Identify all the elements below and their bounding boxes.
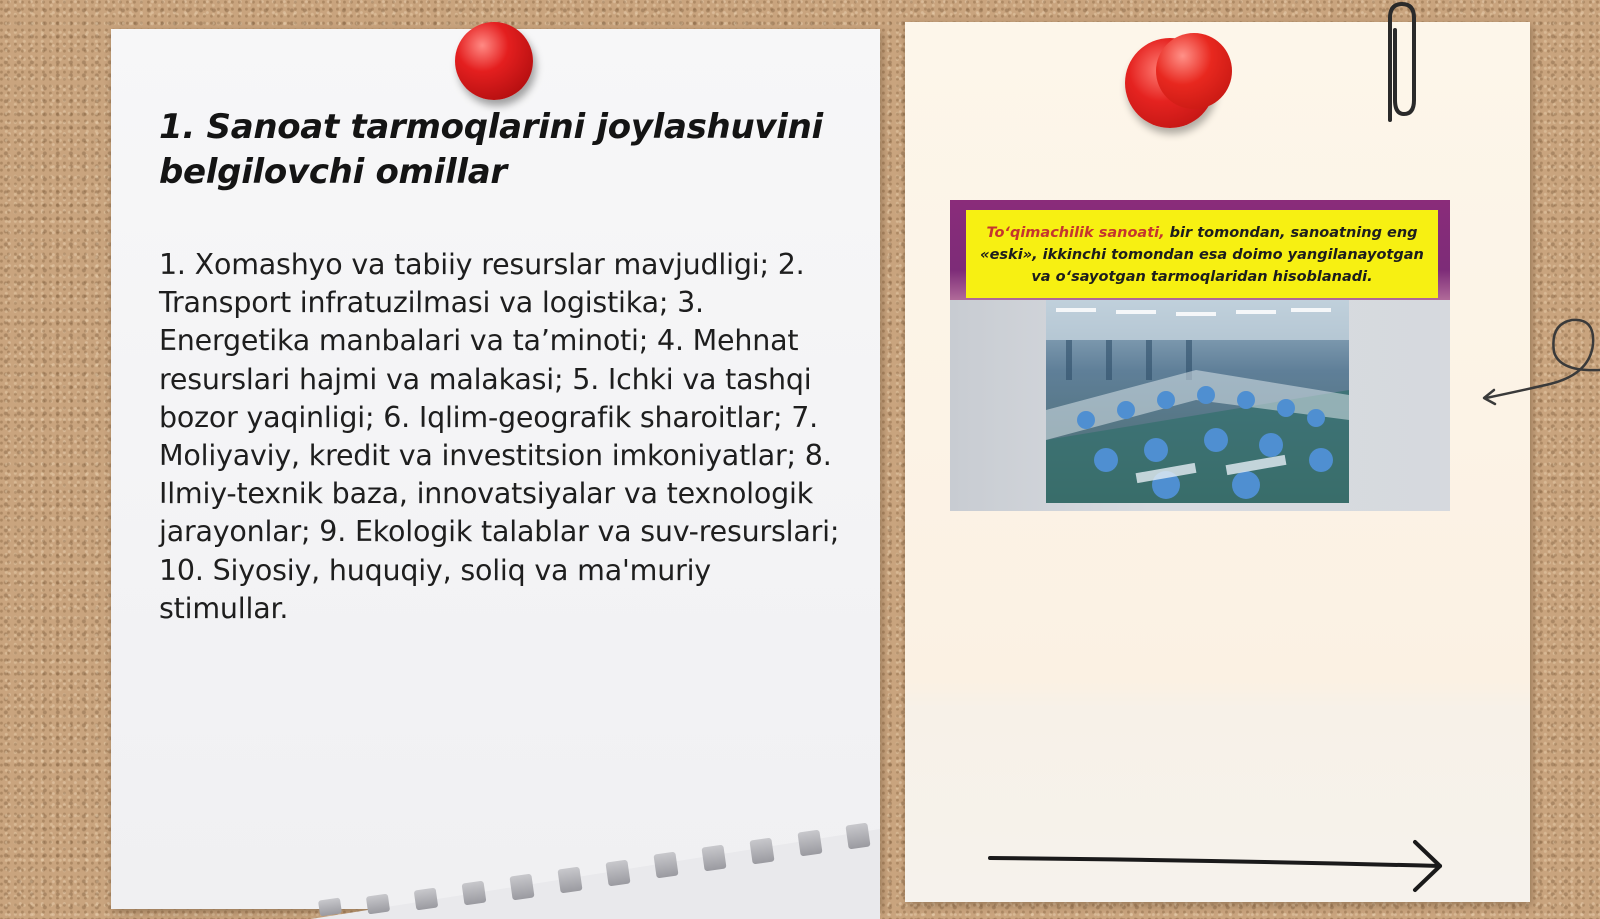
note-body: 1. Xomashyo va tabiiy resurslar mavjudligi; 2. Transport infratuzilmasi va logistika; 3. Energetika manbalari va ta’minoti; 4. Mehnat resurslari hajmi va malakasi; 5. Ichki va tashqi bozor yaqinligi; 6. Iqlim-geografik sharoitlar; 7. Moliyaviy, kredit va investitsion imkoniyatlar; 8. Ilmiy-texnik baza, innovatsiyalar va texnologik jarayonlar; 9. Ekologik talablar va suv-resurslari; 10. Siyosiy, huquqiy, soliq va ma'muriy stimullar. (159, 248, 840, 625)
push-pin-icon (1156, 33, 1232, 109)
torn-paper-edge (311, 819, 880, 919)
note-title: 1. Sanoat tarmoqlarini joylashuvini belgilovchi omillar (159, 107, 823, 192)
curly-arrow-icon (1480, 312, 1600, 412)
caption-highlight: To‘qimachilik sanoati, (986, 225, 1165, 241)
image-caption (966, 210, 1438, 298)
left-note (111, 29, 880, 909)
factory-photo (1046, 300, 1349, 503)
arrow-right-icon (985, 838, 1445, 894)
push-pin-icon (455, 22, 533, 100)
textile-slide-image (950, 200, 1450, 511)
caption-text: bir tomondan, sanoatning eng «eski», ikkinchi tomondan esa doimo yangilanayotgan va o‘sayotgan tarmoqlaridan hisoblanadi. (980, 225, 1424, 285)
paper-clip-icon (1378, 0, 1418, 126)
